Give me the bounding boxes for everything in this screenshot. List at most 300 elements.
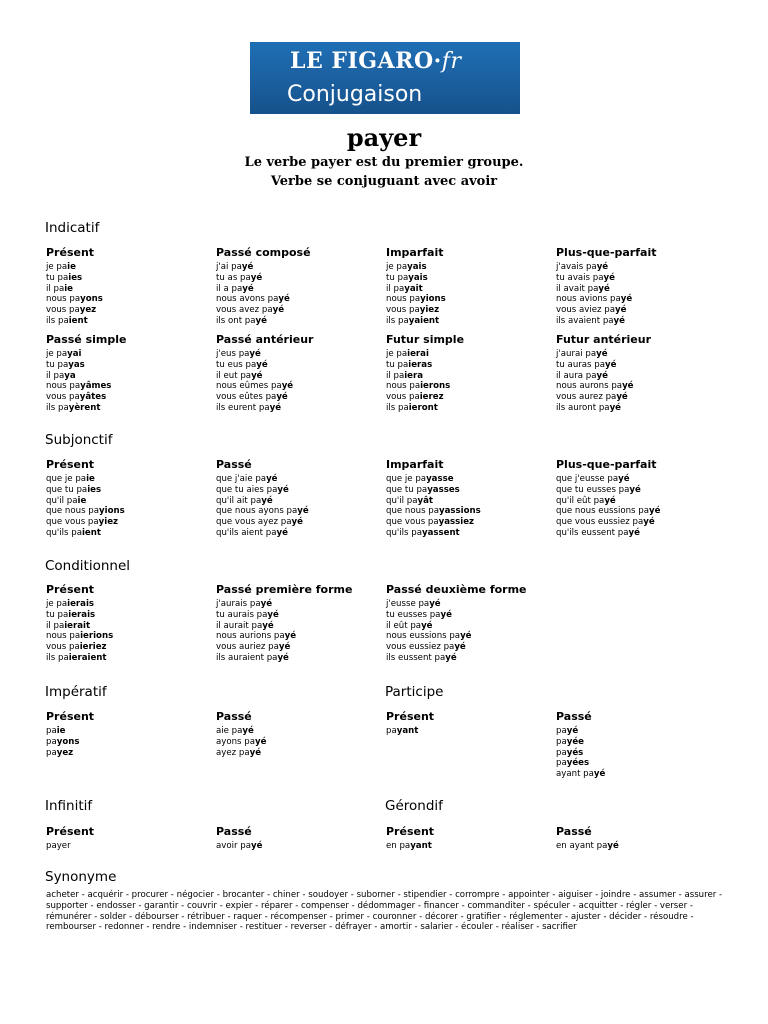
form-stem: je pa (386, 349, 408, 359)
conjugated-form (216, 316, 290, 327)
form-ending: yèrent (68, 402, 101, 413)
logo-brand: LE FIGARO (290, 48, 434, 74)
conjugated-form (216, 599, 296, 610)
form-ending: yé (593, 769, 606, 780)
conjugated-form (386, 273, 446, 284)
form-stem: nous pa (46, 631, 81, 642)
conjugated-form (46, 474, 125, 485)
form-ending: yé (603, 272, 615, 283)
form-ending: ierais (67, 599, 95, 609)
tense-heading: Passé (556, 825, 592, 838)
form-stem: en ayant pa (556, 841, 608, 851)
conjugated-form (216, 381, 293, 392)
form-stem: vous auriez pa (216, 642, 279, 653)
form-ending: yé (255, 736, 267, 747)
verb-group-line: Le verbe payer est du premier groupe. (244, 155, 524, 170)
form-stem: nous pa (46, 294, 81, 305)
form-ending: yé (628, 527, 640, 538)
conjugated-form (386, 496, 481, 507)
conjugated-form (556, 381, 634, 392)
conjugated-form (216, 642, 296, 653)
form-stem: vous aviez pa (556, 305, 615, 316)
form-ending: yions (420, 294, 446, 305)
tense-forms (556, 349, 634, 414)
form-stem: tu pa (46, 609, 69, 620)
tense-heading: Passé (216, 458, 252, 471)
conjugated-form (46, 517, 125, 528)
form-stem: il pa (46, 283, 65, 294)
form-stem: vous pa (46, 642, 80, 653)
form-ending: yons (56, 736, 80, 747)
form-ending: yé (291, 517, 303, 528)
form-stem: que tu eusses pa (556, 484, 630, 495)
form-stem: pa (386, 726, 397, 736)
form-ending: ierai (407, 349, 429, 359)
form-stem: pa (556, 726, 567, 736)
conjugated-form (216, 528, 309, 539)
conjugated-form (216, 305, 290, 316)
form-ending: iera (404, 370, 424, 381)
form-ending: yé (266, 474, 278, 484)
conjugated-form (556, 496, 660, 507)
conjugated-form (216, 371, 293, 382)
conjugated-form (386, 392, 450, 403)
form-stem: je pa (386, 262, 408, 272)
conjugated-form (46, 496, 125, 507)
form-ending: ierions (80, 631, 114, 642)
form-ending: yé (276, 527, 288, 538)
conjugated-form (386, 841, 432, 852)
conjugated-form (216, 726, 266, 737)
form-ending: ie (77, 495, 87, 506)
tense-heading: Présent (386, 710, 435, 723)
form-stem: que nous eussions pa (556, 506, 649, 517)
form-ending: yé (250, 272, 263, 283)
form-stem: vous eûtes pa (216, 392, 277, 403)
form-ending: yé (620, 294, 633, 305)
tense-heading: Passé composé (216, 246, 311, 259)
logo-subtitle: Conjugaison (287, 82, 423, 107)
conjugated-form (556, 726, 605, 737)
conjugated-form (386, 262, 446, 273)
form-ending: yé (460, 631, 472, 642)
tense-forms (216, 726, 266, 758)
conjugated-form (46, 381, 111, 392)
form-ending: yé (277, 484, 289, 495)
form-stem: avoir pa (216, 841, 251, 851)
tense-heading: Présent (46, 458, 95, 471)
form-stem: ils avaient pa (556, 315, 614, 326)
tense-forms (216, 349, 293, 414)
form-ending: yé (440, 609, 452, 620)
conjugated-form (216, 653, 296, 664)
conjugated-form (386, 726, 418, 737)
tense-forms (556, 841, 619, 852)
form-ending: yât (417, 495, 434, 506)
tense-heading: Imparfait (386, 458, 444, 471)
form-ending: yé (255, 315, 267, 326)
form-ending: yé (609, 402, 622, 413)
form-ending: yé (649, 506, 661, 517)
form-stem: que nous ayons pa (216, 506, 298, 517)
logo-dot: · (433, 48, 442, 74)
conjugated-form (46, 392, 111, 403)
form-ending: yé (596, 262, 609, 272)
conjugated-form (46, 262, 103, 273)
form-ending: yé (596, 370, 608, 381)
form-ending: yé (251, 370, 263, 381)
conjugated-form (216, 360, 293, 371)
form-stem: en pa (386, 841, 411, 851)
conjugated-form (216, 294, 290, 305)
form-stem: nous avions pa (556, 294, 621, 305)
form-stem: pa (46, 747, 57, 758)
tense-heading: Présent (46, 583, 95, 596)
form-stem: ils auront pa (556, 402, 610, 413)
tense-heading: Passé deuxième forme (386, 583, 527, 596)
tense-forms (46, 349, 111, 414)
form-ending: ierais (68, 609, 96, 620)
form-ending: yassiez (438, 517, 475, 528)
form-ending: yé (242, 726, 254, 736)
form-ending: yaient (408, 315, 440, 326)
form-ending: yez (56, 747, 74, 758)
form-stem: j'aurais pa (216, 599, 261, 609)
form-ending: yai (67, 349, 82, 359)
conjugated-form (556, 506, 660, 517)
conjugated-form (216, 506, 309, 517)
conjugated-form (46, 631, 113, 642)
tense-heading: Présent (46, 710, 95, 723)
tense-forms (386, 841, 432, 852)
form-stem: nous eûmes pa (216, 381, 282, 392)
tense-forms (46, 474, 125, 539)
form-stem: vous pa (46, 305, 80, 316)
conjugated-form (556, 262, 632, 273)
section-title-infinitif: Infinitif (45, 798, 93, 814)
conjugated-form (386, 305, 446, 316)
conjugated-form (386, 599, 472, 610)
form-stem: ils pa (386, 402, 409, 413)
form-ending: yé (604, 495, 616, 506)
conjugated-form (556, 349, 634, 360)
form-ending: yant (410, 841, 432, 851)
form-stem: ils ont pa (216, 315, 256, 326)
form-stem: vous pa (386, 305, 420, 316)
form-stem: pa (556, 736, 567, 747)
form-stem: il eut pa (216, 370, 252, 381)
conjugated-form (386, 403, 450, 414)
conjugated-form (46, 294, 103, 305)
form-ending: yé (454, 642, 466, 653)
form-ending: yé (613, 315, 625, 326)
conjugated-form (386, 528, 481, 539)
form-stem: qu'ils pa (46, 527, 82, 538)
form-stem: il aurait pa (216, 620, 263, 631)
form-ending: yé (249, 349, 261, 359)
form-ending: yé (267, 609, 279, 620)
conjugated-form (216, 474, 309, 485)
form-stem: j'avais pa (556, 262, 597, 272)
form-stem: ayons pa (216, 736, 255, 747)
conjugated-form (556, 294, 632, 305)
tense-forms (216, 262, 290, 327)
conjugated-form (46, 726, 79, 737)
conjugated-form (556, 360, 634, 371)
conjugated-form (556, 841, 619, 852)
section-title-participe: Participe (385, 684, 444, 700)
form-ending: ie (64, 283, 74, 294)
conjugated-form (216, 284, 290, 295)
form-stem: que vous pa (386, 517, 439, 528)
conjugated-form (556, 474, 660, 485)
form-stem: vous eussiez pa (386, 642, 455, 653)
form-stem: je pa (46, 349, 68, 359)
form-ending: yasses (427, 484, 460, 495)
form-stem: ils eussent pa (386, 652, 446, 663)
synonyms-list: acheter - acquérir - procurer - négocier - brocanter - chiner - soudoyer - suborner - stipendier - corrompre - appointer - aiguiser - joindre - assumer - assurer - supporter - endosser - garantir - couvrir - expier - réparer - compenser - dédommager - financer - commanditer - spéculer - acquitter - régler - verser - rémunérer - solder - débourser - rétribuer - raquer - récompenser - primer - couronner - décorer - gratifier - réglementer - ajuster - décider - résoudre - rembourser - redonner - rendre - indemniser - restituer - reverser - défrayer - amortir - salarier - écouler - réaliser - sacrifier (46, 890, 723, 933)
tense-forms (46, 262, 103, 327)
tense-forms (386, 262, 446, 327)
form-stem: que tu aies pa (216, 484, 278, 495)
conjugated-form (46, 653, 113, 664)
form-stem: tu auras pa (556, 359, 605, 370)
tense-heading: Passé (216, 825, 252, 838)
form-stem: payer (46, 841, 71, 851)
form-stem: que j'eusse pa (556, 474, 619, 484)
tense-forms (386, 474, 481, 539)
tense-heading: Présent (46, 246, 95, 259)
conjugated-form (216, 621, 296, 632)
conjugated-form (46, 403, 111, 414)
form-ending: yez (79, 305, 97, 316)
form-stem: il pa (46, 370, 65, 381)
form-ending: ie (86, 474, 95, 484)
section-title-imperatif: Impératif (45, 684, 107, 700)
conjugated-form (46, 371, 111, 382)
form-stem: tu aurais pa (216, 609, 268, 620)
form-stem: que nous pa (46, 506, 100, 517)
conjugated-form (386, 349, 450, 360)
form-stem: j'aurai pa (556, 349, 597, 359)
form-stem: qu'ils pa (386, 527, 422, 538)
conjugated-form (216, 841, 262, 852)
form-ending: yais (407, 262, 427, 272)
form-stem: tu as pa (216, 272, 251, 283)
conjugated-form (556, 528, 660, 539)
conjugated-form (46, 273, 103, 284)
form-stem: tu pa (386, 272, 409, 283)
conjugated-form (46, 610, 113, 621)
form-stem: que vous eussiez pa (556, 517, 644, 528)
form-stem: je pa (46, 599, 68, 609)
form-stem: nous eussions pa (386, 631, 461, 642)
conjugated-form (46, 841, 71, 852)
form-stem: tu pa (386, 359, 409, 370)
form-ending: ies (68, 272, 83, 283)
form-stem: je pa (46, 262, 68, 272)
conjugated-form (556, 392, 634, 403)
logo-brand-line (290, 48, 461, 74)
conjugated-form (216, 610, 296, 621)
form-stem: qu'il eût pa (556, 495, 605, 506)
conjugated-form (556, 316, 632, 327)
form-ending: yé (598, 283, 610, 294)
tense-forms (556, 474, 660, 539)
form-stem: que nous pa (386, 506, 440, 517)
form-ending: ierez (419, 392, 444, 403)
form-ending: yons (80, 294, 103, 305)
form-stem: il pa (386, 370, 405, 381)
form-stem: ils eurent pa (216, 402, 270, 413)
conjugated-form (556, 284, 632, 295)
form-ending: yant (396, 726, 419, 736)
form-ending: yas (68, 359, 85, 370)
form-ending: ient (68, 315, 88, 326)
tense-forms (46, 726, 79, 758)
conjugated-form (216, 262, 290, 273)
form-stem: ils pa (46, 652, 69, 663)
conjugated-form (556, 748, 605, 759)
form-ending: yé (615, 305, 627, 316)
form-ending: yé (278, 642, 291, 653)
tense-heading: Plus-que-parfait (556, 458, 657, 471)
form-stem: qu'il ait pa (216, 495, 262, 506)
form-ending: yasse (426, 474, 454, 484)
tense-forms (216, 474, 309, 539)
tense-heading: Passé première forme (216, 583, 353, 596)
form-stem: il a pa (216, 283, 243, 294)
conjugated-form (386, 316, 446, 327)
form-stem: que vous ayez pa (216, 517, 292, 528)
form-stem: nous avons pa (216, 294, 279, 305)
form-ending: yâmes (80, 381, 112, 392)
form-ending: ies (87, 484, 102, 495)
tense-heading: Passé simple (46, 333, 127, 346)
form-stem: nous pa (386, 381, 421, 392)
form-stem: ils pa (386, 315, 409, 326)
conjugated-form (216, 517, 309, 528)
form-ending: yé (421, 620, 433, 631)
form-ending: yé (429, 599, 441, 609)
conjugated-form (556, 305, 632, 316)
form-ending: yassent (421, 527, 460, 538)
form-ending: yé (566, 726, 579, 736)
tense-forms (46, 599, 113, 664)
form-ending: yés (566, 747, 584, 758)
conjugated-form (386, 294, 446, 305)
conjugated-form (216, 485, 309, 496)
conjugated-form (556, 371, 634, 382)
form-ending: yé (261, 495, 273, 506)
form-ending: yé (242, 283, 254, 294)
form-ending: yé (260, 599, 273, 609)
conjugated-form (216, 349, 293, 360)
conjugated-form (46, 349, 111, 360)
form-stem: vous pa (46, 392, 80, 403)
verb-title: payer (346, 123, 422, 152)
tense-forms (556, 262, 632, 327)
section-title-gerondif: Gérondif (385, 798, 443, 814)
form-stem: vous pa (386, 392, 420, 403)
form-stem: que tu pa (386, 484, 428, 495)
section-title-conditionnel: Conditionnel (45, 558, 131, 574)
figaro-logo[interactable] (250, 42, 520, 114)
form-ending: yé (241, 262, 254, 272)
conjugated-form (386, 506, 481, 517)
form-ending: yé (272, 305, 285, 316)
conjugated-form (556, 403, 634, 414)
form-stem: vous aurez pa (556, 392, 617, 403)
form-ending: ierait (64, 620, 91, 631)
conjugated-form (216, 748, 266, 759)
form-stem: aie pa (216, 726, 243, 736)
form-ending: ieras (408, 359, 433, 370)
conjugated-form (216, 496, 309, 507)
conjugated-form (46, 642, 113, 653)
form-stem: qu'il pa (46, 495, 78, 506)
tense-forms (216, 599, 296, 664)
conjugated-form (46, 485, 125, 496)
form-stem: il eût pa (386, 620, 422, 631)
form-stem: que tu pa (46, 484, 88, 495)
conjugated-form (46, 506, 125, 517)
form-ending: yé (277, 652, 289, 663)
conjugated-form (46, 316, 103, 327)
form-stem: ils pa (46, 315, 69, 326)
conjugated-form (556, 517, 660, 528)
form-stem: qu'il pa (386, 495, 418, 506)
synonyms-title: Synonyme (45, 869, 117, 885)
tense-heading: Futur antérieur (556, 333, 652, 346)
form-stem: ils pa (46, 402, 69, 413)
conjugated-form (386, 610, 472, 621)
tense-heading: Passé (556, 710, 592, 723)
conjugated-form (386, 653, 472, 664)
form-stem: que vous pa (46, 517, 99, 528)
form-ending: yiez (98, 517, 119, 528)
form-stem: tu pa (46, 272, 69, 283)
form-stem: pa (46, 736, 57, 747)
tense-heading: Plus-que-parfait (556, 246, 657, 259)
form-ending: yé (607, 841, 619, 851)
form-stem: pa (46, 726, 57, 736)
form-ending: ie (67, 262, 76, 272)
conjugated-form (216, 631, 296, 642)
logo-fr: fr (441, 49, 462, 74)
form-ending: yait (404, 283, 423, 294)
form-stem: il aura pa (556, 370, 597, 381)
tense-heading: Passé antérieur (216, 333, 314, 346)
conjugated-form (46, 737, 79, 748)
form-ending: ieriez (79, 642, 107, 653)
form-stem: que j'aie pa (216, 474, 267, 484)
conjugated-form (556, 758, 605, 769)
conjugated-form (556, 273, 632, 284)
conjugated-form (46, 748, 79, 759)
form-ending: ient (81, 527, 101, 538)
tense-heading: Futur simple (386, 333, 465, 346)
form-ending: yé (622, 381, 634, 392)
form-stem: nous pa (46, 381, 81, 392)
conjugated-form (216, 737, 266, 748)
form-ending: yé (297, 506, 309, 517)
conjugated-form (386, 360, 450, 371)
conjugated-form (216, 403, 293, 414)
form-ending: yé (596, 349, 608, 359)
tense-forms (216, 841, 262, 852)
conjugated-form (386, 284, 446, 295)
